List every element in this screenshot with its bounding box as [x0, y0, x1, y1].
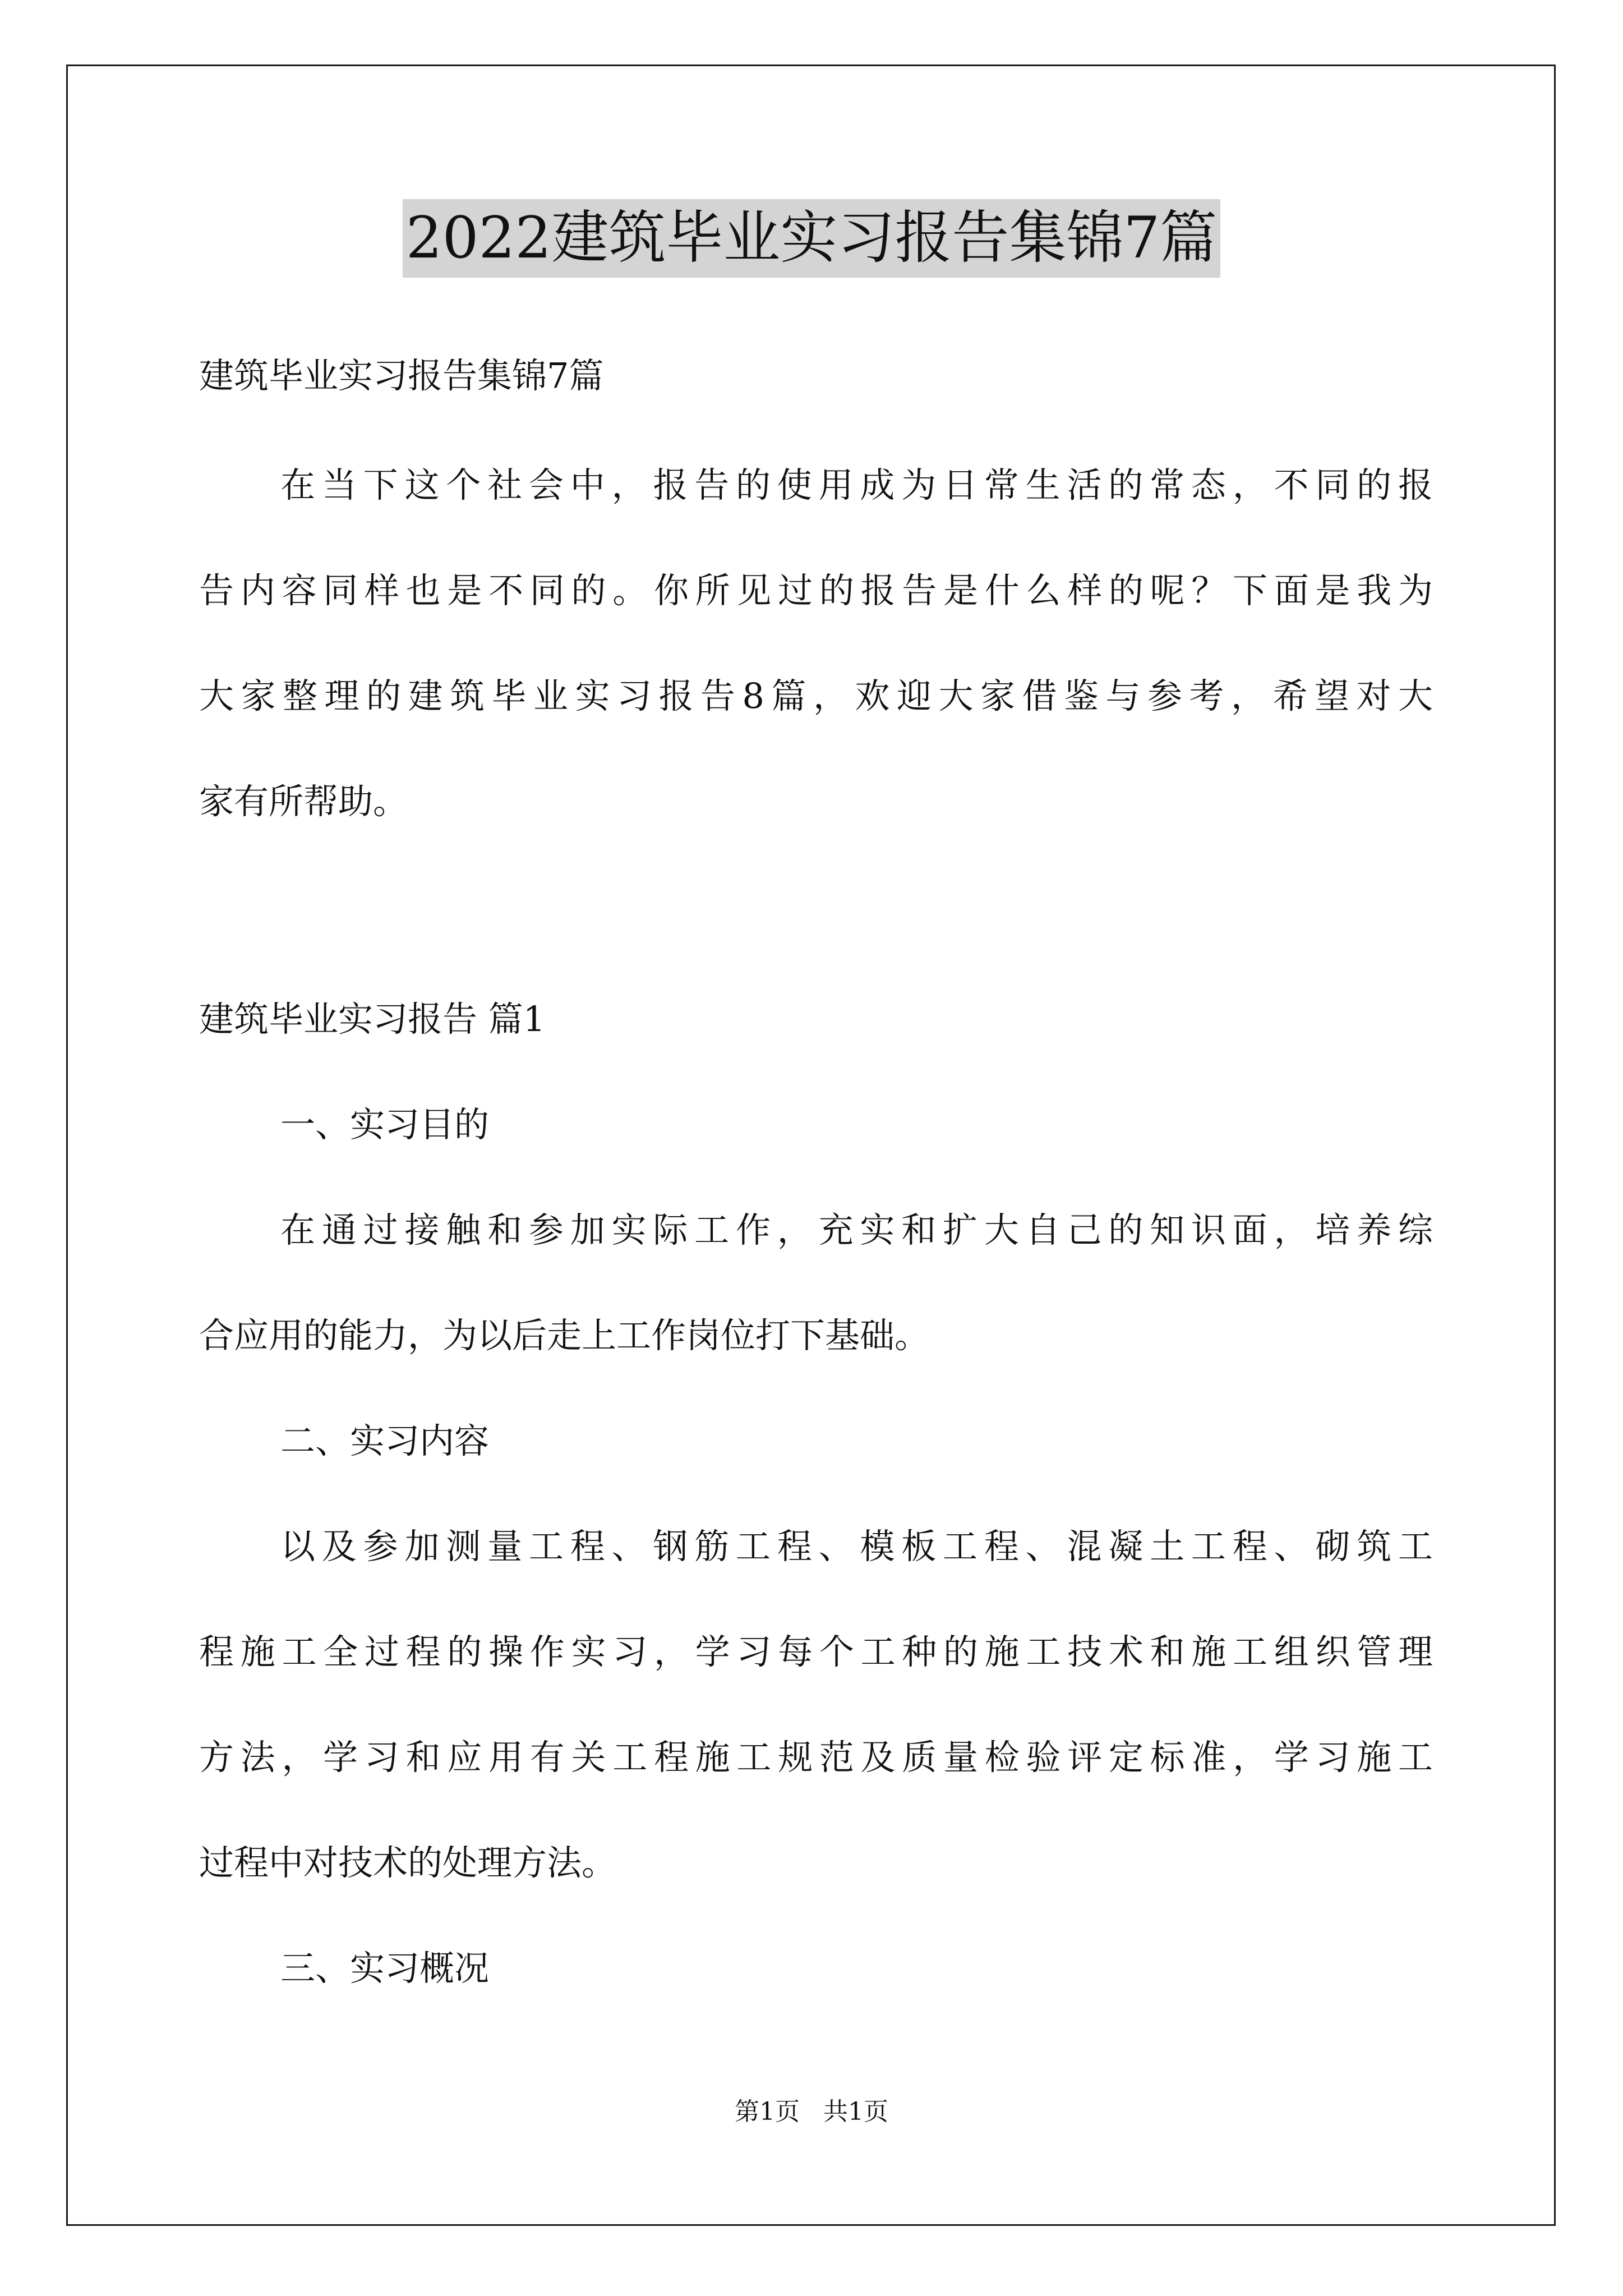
part2-line-1: 以及参加测量工程、钢筋工程、模板工程、混凝土工程、砌筑工	[280, 1526, 1433, 1567]
part1-line-2: 合应用的能力，为以后走上工作岗位打下基础。	[199, 1315, 930, 1356]
part1-heading: 一、实习目的	[280, 1104, 490, 1145]
part2-line-4: 过程中对技术的处理方法。	[199, 1842, 617, 1883]
page-footer: 第1页 共1页	[735, 2097, 888, 2126]
intro-line-4: 家有所帮助。	[199, 781, 408, 822]
section-heading: 建筑毕业实习报告 篇1	[199, 999, 546, 1039]
intro-line-2: 告内容同样也是不同的。你所见过的报告是什么样的呢？下面是我为	[199, 570, 1433, 611]
document-title	[0, 199, 1623, 278]
part2-heading: 二、实习内容	[280, 1420, 490, 1461]
intro-line-1: 在当下这个社会中，报告的使用成为日常生活的常态，不同的报	[280, 464, 1433, 505]
part2-line-3: 方法，学习和应用有关工程施工规范及质量检验评定标准，学习施工	[199, 1737, 1433, 1778]
part2-line-2: 程施工全过程的操作实习，学习每个工种的施工技术和施工组织管理	[199, 1631, 1433, 1672]
part1-line-1: 在通过接触和参加实际工作，充实和扩大自己的知识面，培养综	[280, 1209, 1433, 1250]
document-subtitle: 建筑毕业实习报告集锦7篇	[199, 355, 604, 396]
intro-line-3: 大家整理的建筑毕业实习报告8篇，欢迎大家借鉴与参考，希望对大	[199, 675, 1433, 716]
part3-heading: 三、实习概况	[280, 1948, 490, 1989]
document-title-text: 2022建筑毕业实习报告集锦7篇	[403, 199, 1220, 278]
